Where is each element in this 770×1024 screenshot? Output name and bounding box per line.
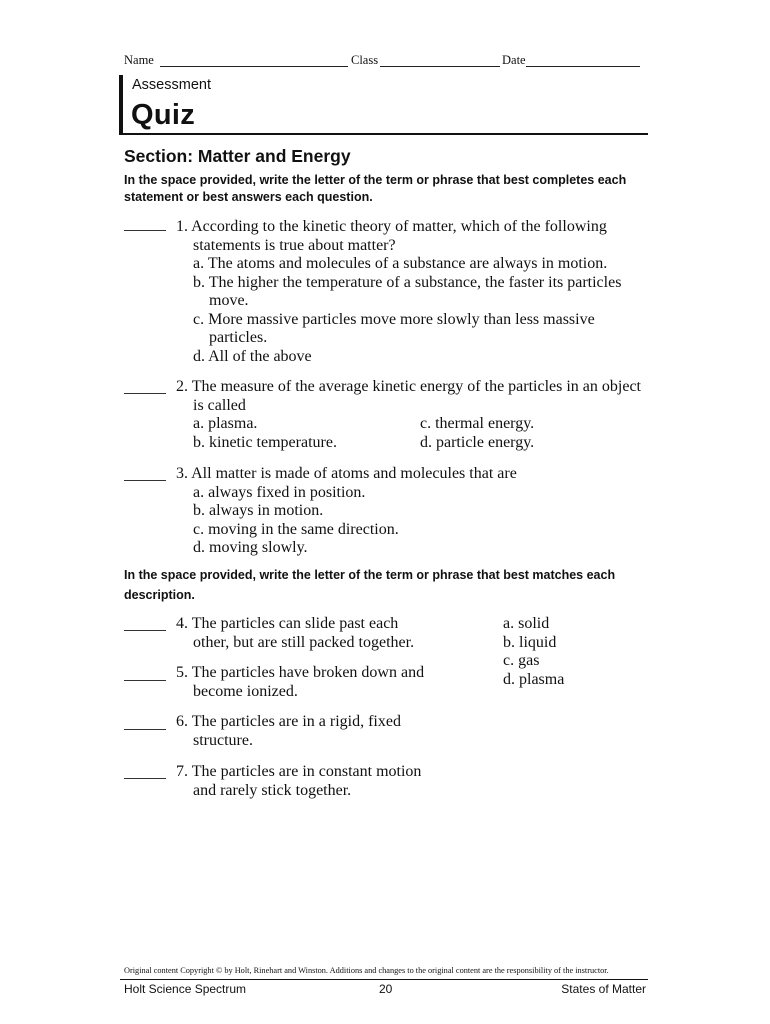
footer-chapter-title: States of Matter [561, 982, 646, 996]
question-stem: The particles have broken down and [191, 664, 425, 681]
option-b: b. The higher the temperature of a substance, the faster its particles [193, 273, 622, 291]
options-row [176, 415, 641, 434]
assessment-label: Assessment [132, 77, 211, 93]
question-number: 6. [176, 713, 188, 730]
answer-blank-q3[interactable] [124, 480, 166, 481]
answer-blank-q5[interactable] [124, 680, 166, 681]
question-5 [176, 664, 424, 701]
question-7 [176, 763, 421, 800]
section-title: Section: Matter and Energy [124, 146, 351, 166]
question-6 [176, 713, 401, 750]
question-stem: other, but are still packed together. [193, 633, 415, 651]
class-field[interactable] [380, 54, 500, 67]
question-number: 3. [176, 465, 188, 482]
copyright-notice: Original content Copyright © by Holt, Rinehart and Winston. Additions and changes to the original content are the responsibility of the instructor. [124, 966, 609, 975]
option-a: a. The atoms and molecules of a substance are always in motion. [193, 255, 608, 272]
question-stem: statements is true about matter? [193, 236, 396, 254]
question-number: 7. [176, 763, 188, 780]
answer-blank-q2[interactable] [124, 393, 166, 394]
footer-book-title: Holt Science Spectrum [124, 982, 247, 996]
question-stem: According to the kinetic theory of matter, which of the following [191, 218, 607, 235]
question-stem: All matter is made of atoms and molecules that are [191, 465, 517, 482]
instructions-multiple-choice: In the space provided, write the letter of the term or phrase that best completes each statement or best answers each question. [124, 173, 627, 204]
question-3 [176, 465, 517, 558]
option-b: move. [209, 292, 249, 309]
student-info-row [124, 53, 644, 71]
name-label: Name [124, 53, 154, 67]
date-field[interactable] [526, 54, 640, 67]
option-c: particles. [209, 329, 268, 346]
question-number: 1. [176, 218, 188, 235]
question-number: 4. [176, 615, 188, 632]
question-stem: become ionized. [193, 682, 298, 700]
answer-blank-q1[interactable] [124, 230, 166, 231]
question-stem: and rarely stick together. [193, 781, 352, 799]
matching-option-d: d. plasma [503, 670, 565, 688]
option-d: d. particle energy. [420, 433, 535, 451]
option-c: c. moving in the same direction. [193, 520, 399, 538]
answer-blank-q4[interactable] [124, 630, 166, 631]
question-stem: The measure of the average kinetic energy of the particles in an object [191, 378, 641, 395]
question-4 [176, 615, 414, 652]
question-stem: is called [193, 396, 246, 414]
answer-blank-q7[interactable] [124, 778, 166, 779]
question-number: 5. [176, 664, 188, 681]
question-stem: The particles are in constant motion [191, 763, 422, 780]
class-label: Class [351, 53, 379, 67]
option-c: c. thermal energy. [420, 415, 535, 432]
option-a: a. plasma. [193, 415, 258, 432]
question-stem: The particles are in a rigid, fixed [191, 713, 401, 730]
question-2 [176, 378, 641, 452]
question-stem: structure. [193, 731, 253, 749]
matching-option-b: b. liquid [503, 633, 557, 651]
option-d: d. All of the above [193, 347, 312, 365]
matching-option-a: a. solid [503, 615, 550, 632]
title-block-left-rule [119, 75, 123, 135]
answer-blank-q6[interactable] [124, 729, 166, 730]
footer-rule [120, 979, 648, 980]
date-label: Date [502, 53, 526, 67]
question-stem: The particles can slide past each [191, 615, 399, 632]
question-1 [176, 218, 621, 366]
matching-options [503, 615, 564, 689]
option-c: c. More massive particles move more slowly than less massive [193, 310, 595, 328]
matching-option-c: c. gas [503, 652, 540, 669]
name-field[interactable] [160, 54, 348, 67]
option-b: b. kinetic temperature. [193, 433, 337, 451]
question-number: 2. [176, 378, 188, 395]
page-number: 20 [379, 982, 393, 996]
page-title: Quiz [131, 99, 196, 131]
option-d: d. moving slowly. [193, 539, 308, 556]
option-a: a. always fixed in position. [193, 483, 366, 501]
instructions-matching: In the space provided, write the letter of the term or phrase that best matches each description. [124, 568, 616, 602]
option-b: b. always in motion. [193, 502, 324, 519]
options-row [176, 434, 641, 453]
title-block-bottom-rule [119, 133, 648, 135]
